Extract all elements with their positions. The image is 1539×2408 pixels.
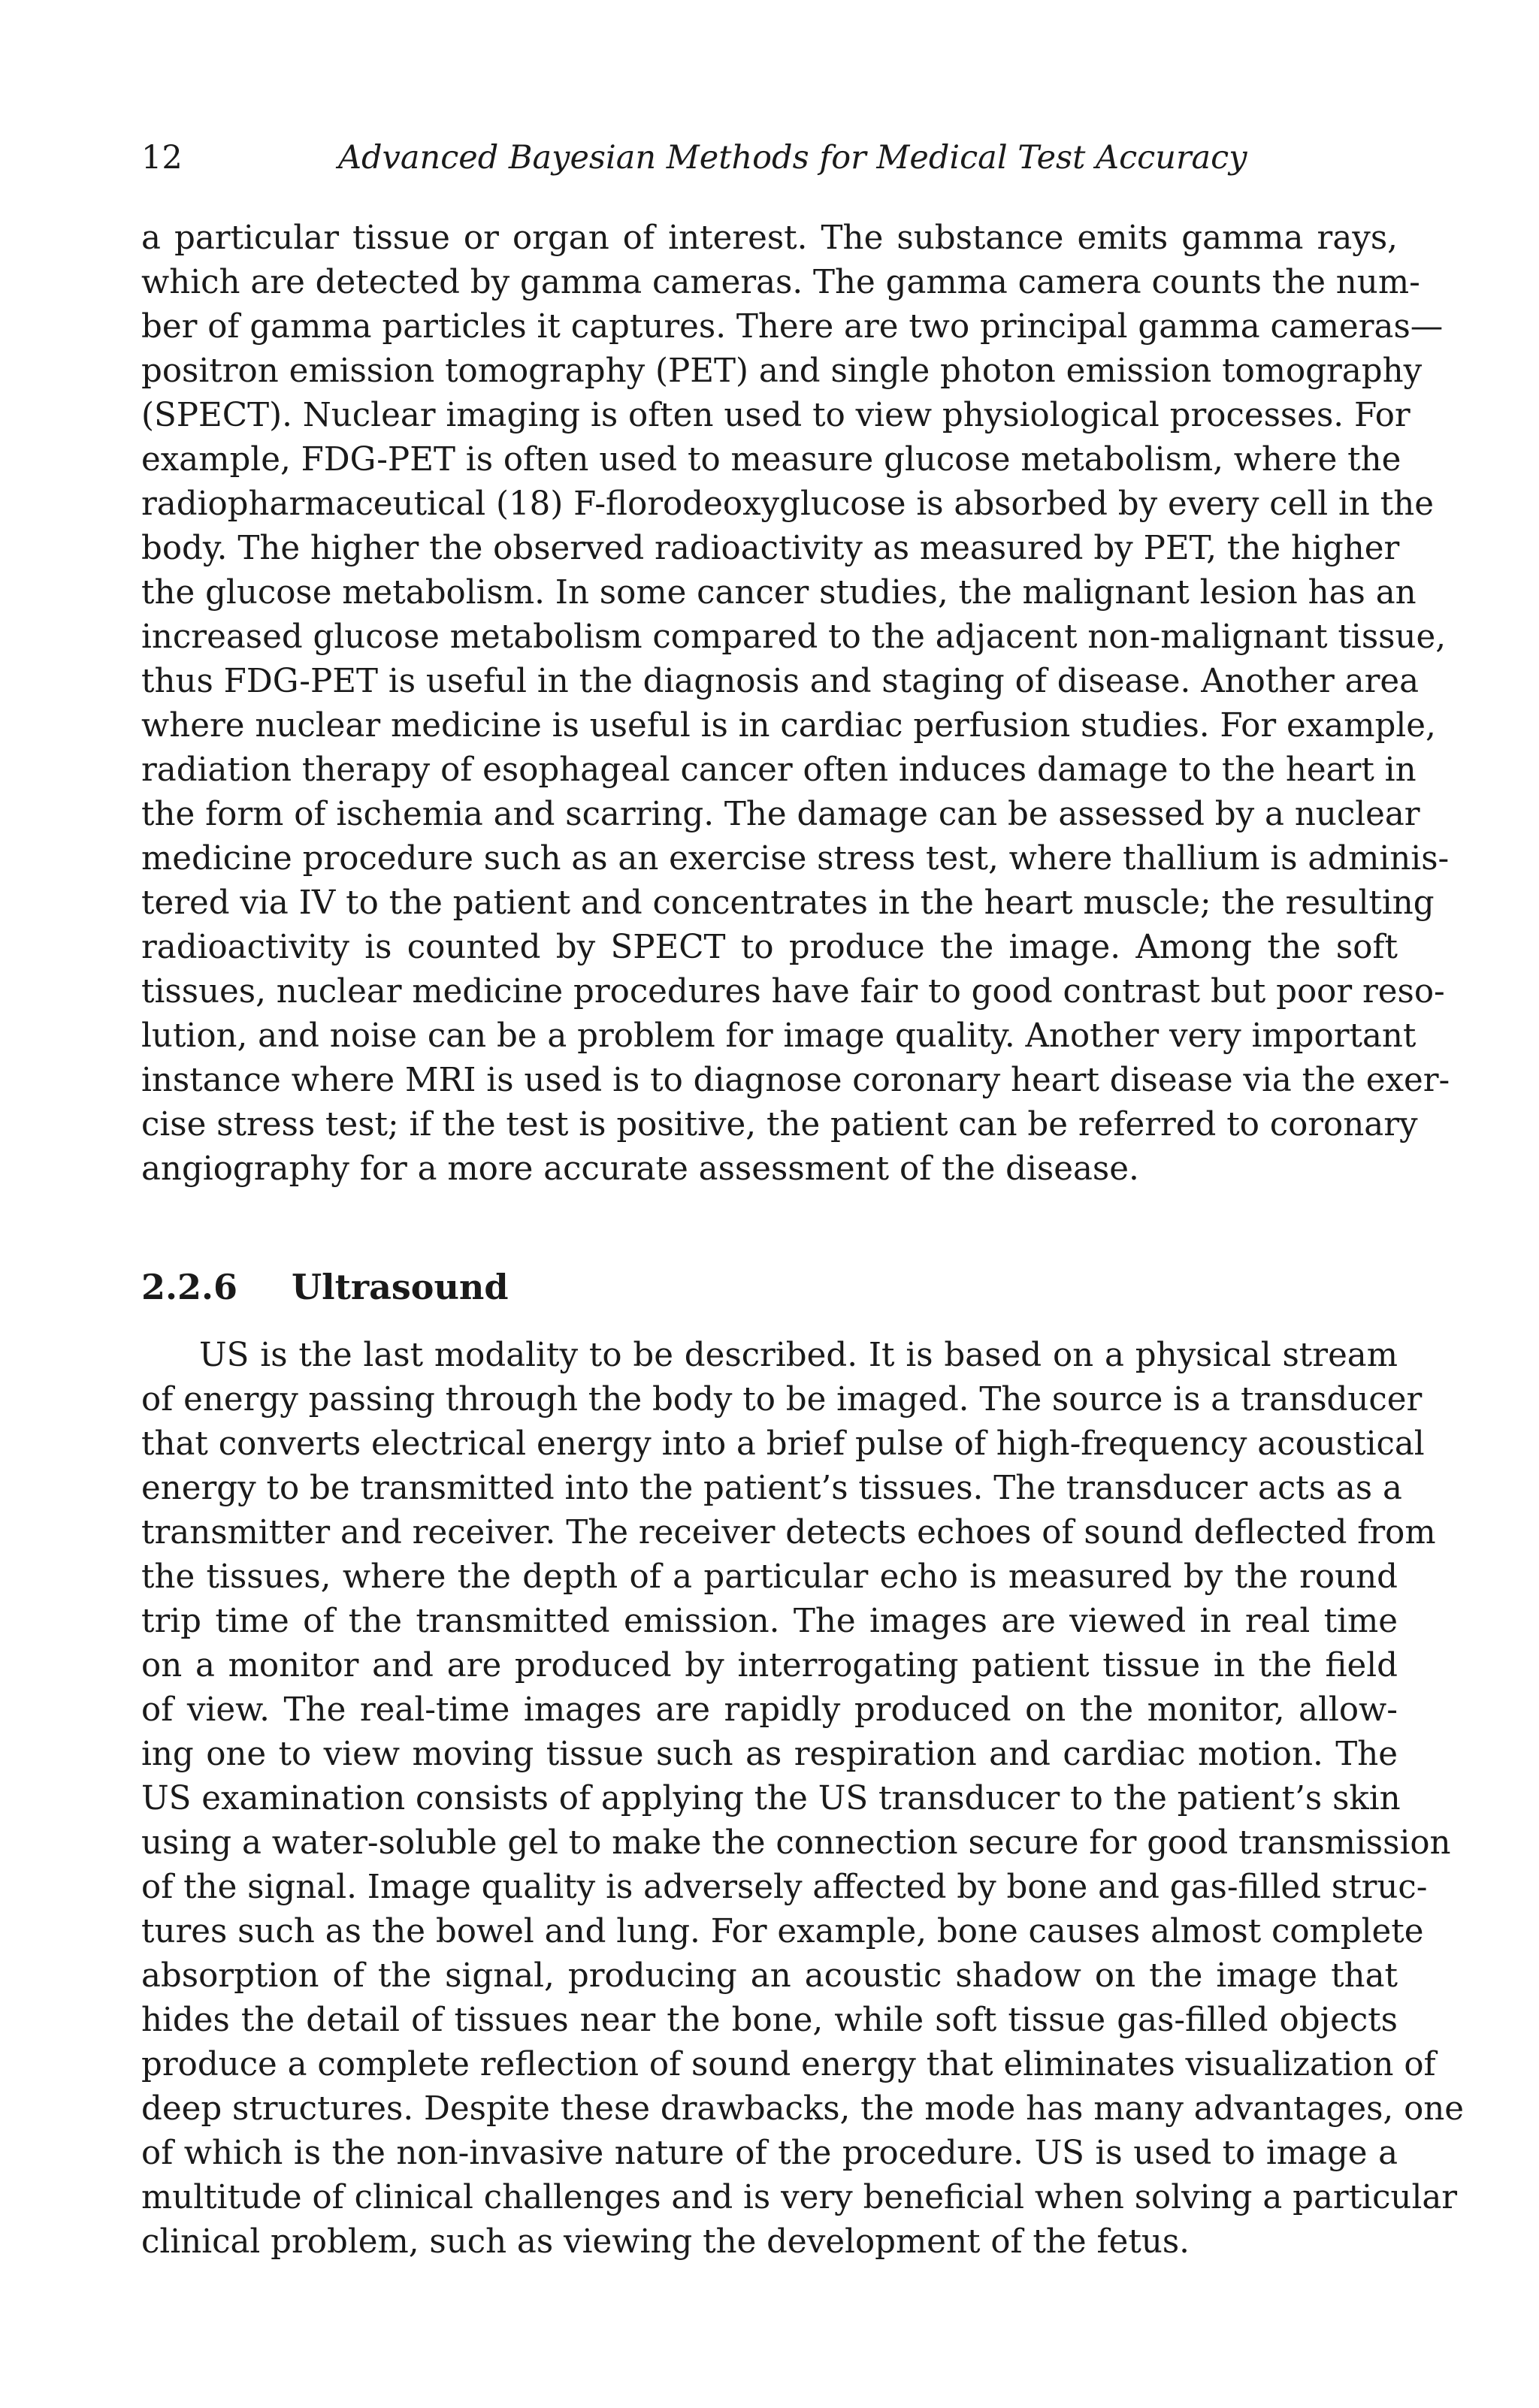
- text-line: example, FDG-PET is often used to measure glucose metabolism, where the: [141, 441, 1401, 479]
- text-line: deep structures. Despite these drawbacks, the mode has many advantages, one: [141, 2090, 1465, 2128]
- text-line: angiography for a more accurate assessment of the disease.: [141, 1150, 1139, 1188]
- text-line: tures such as the bowel and lung. For example, bone causes almost complete: [141, 1913, 1424, 1950]
- text-line: instance where MRI is used is to diagnose coronary heart disease via the exer-: [141, 1062, 1450, 1099]
- text-line: radiopharmaceutical (18) F-florodeoxyglucose is absorbed by every cell in the: [141, 485, 1435, 523]
- page-header: [141, 135, 1398, 180]
- text-line: (SPECT). Nuclear imaging is often used to view physiological processes. For: [141, 397, 1410, 434]
- text-line: the tissues, where the depth of a particular echo is measured by the round: [141, 1558, 1398, 1596]
- text-line: of energy passing through the body to be imaged. The source is a transducer: [141, 1381, 1423, 1419]
- running-title: Advanced Bayesian Methods for Medical Test Accuracy: [338, 139, 1247, 177]
- text-line: energy to be transmitted into the patient’s tissues. The transducer acts as a: [141, 1470, 1402, 1507]
- text-line: the form of ischemia and scarring. The damage can be assessed by a nuclear: [141, 796, 1420, 833]
- text-line: medicine procedure such as an exercise stress test, where thallium is adminis-: [141, 840, 1450, 878]
- text-line: US examination consists of applying the US transducer to the patient’s skin: [141, 1780, 1401, 1817]
- text-line: US is the last modality to be described. It is based on a physical stream: [199, 1337, 1398, 1374]
- text-line: of the signal. Image quality is adversely affected by bone and gas-filled struc-: [141, 1869, 1428, 1906]
- text-line: absorption of the signal, producing an acoustic shadow on the image that: [141, 1957, 1398, 1995]
- text-line: clinical problem, such as viewing the development of the fetus.: [141, 2223, 1190, 2261]
- text-line: lution, and noise can be a problem for image quality. Another very important: [141, 1017, 1417, 1055]
- text-line: tissues, nuclear medicine procedures have fair to good contrast but poor reso-: [141, 973, 1445, 1011]
- section-title: Ultrasound: [292, 1267, 509, 1307]
- text-line: hides the detail of tissues near the bone, while soft tissue gas-filled objects: [141, 2002, 1398, 2039]
- text-line: of which is the non-invasive nature of the procedure. US is used to image a: [141, 2135, 1398, 2172]
- text-line: where nuclear medicine is useful is in cardiac perfusion studies. For example,: [141, 707, 1436, 745]
- text-line: ing one to view moving tissue such as respiration and cardiac motion. The: [141, 1736, 1398, 1773]
- text-line: transmitter and receiver. The receiver detects echoes of sound deflected from: [141, 1514, 1436, 1551]
- text-line: on a monitor and are produced by interrogating patient tissue in the field: [141, 1647, 1398, 1684]
- section-heading: [141, 1264, 509, 1310]
- text-line: positron emission tomography (PET) and single photon emission tomography: [141, 352, 1423, 390]
- text-line: that converts electrical energy into a brief pulse of high-frequency acoustical: [141, 1425, 1425, 1463]
- text-line: the glucose metabolism. In some cancer studies, the malignant lesion has an: [141, 574, 1417, 612]
- text-line: thus FDG-PET is useful in the diagnosis and staging of disease. Another area: [141, 663, 1420, 700]
- text-line: increased glucose metabolism compared to the adjacent non-malignant tissue,: [141, 618, 1447, 656]
- text-line: produce a complete reflection of sound energy that eliminates visualization of: [141, 2046, 1436, 2083]
- text-line: cise stress test; if the test is positive, the patient can be referred to coronary: [141, 1106, 1418, 1144]
- text-line: body. The higher the observed radioactivity as measured by PET, the higher: [141, 530, 1400, 567]
- text-line: tered via IV to the patient and concentrates in the heart muscle; the resulting: [141, 884, 1435, 922]
- text-line: multitude of clinical challenges and is very beneficial when solving a particular: [141, 2179, 1458, 2216]
- text-line: radiation therapy of esophageal cancer often induces damage to the heart in: [141, 751, 1417, 789]
- text-line: of view. The real-time images are rapidly produced on the monitor, allow-: [141, 1691, 1398, 1729]
- section-number: 2.2.6: [141, 1267, 238, 1307]
- text-line: ber of gamma particles it captures. There are two principal gamma cameras—: [141, 308, 1444, 346]
- text-line: a particular tissue or organ of interest. The substance emits gamma rays,: [141, 219, 1398, 257]
- text-line: trip time of the transmitted emission. The images are viewed in real time: [141, 1603, 1398, 1640]
- page-number: 12: [141, 139, 183, 177]
- text-line: using a water-soluble gel to make the connection secure for good transmission: [141, 1824, 1451, 1862]
- text-line: radioactivity is counted by SPECT to produce the image. Among the soft: [141, 929, 1398, 966]
- text-line: which are detected by gamma cameras. The gamma camera counts the num-: [141, 264, 1420, 301]
